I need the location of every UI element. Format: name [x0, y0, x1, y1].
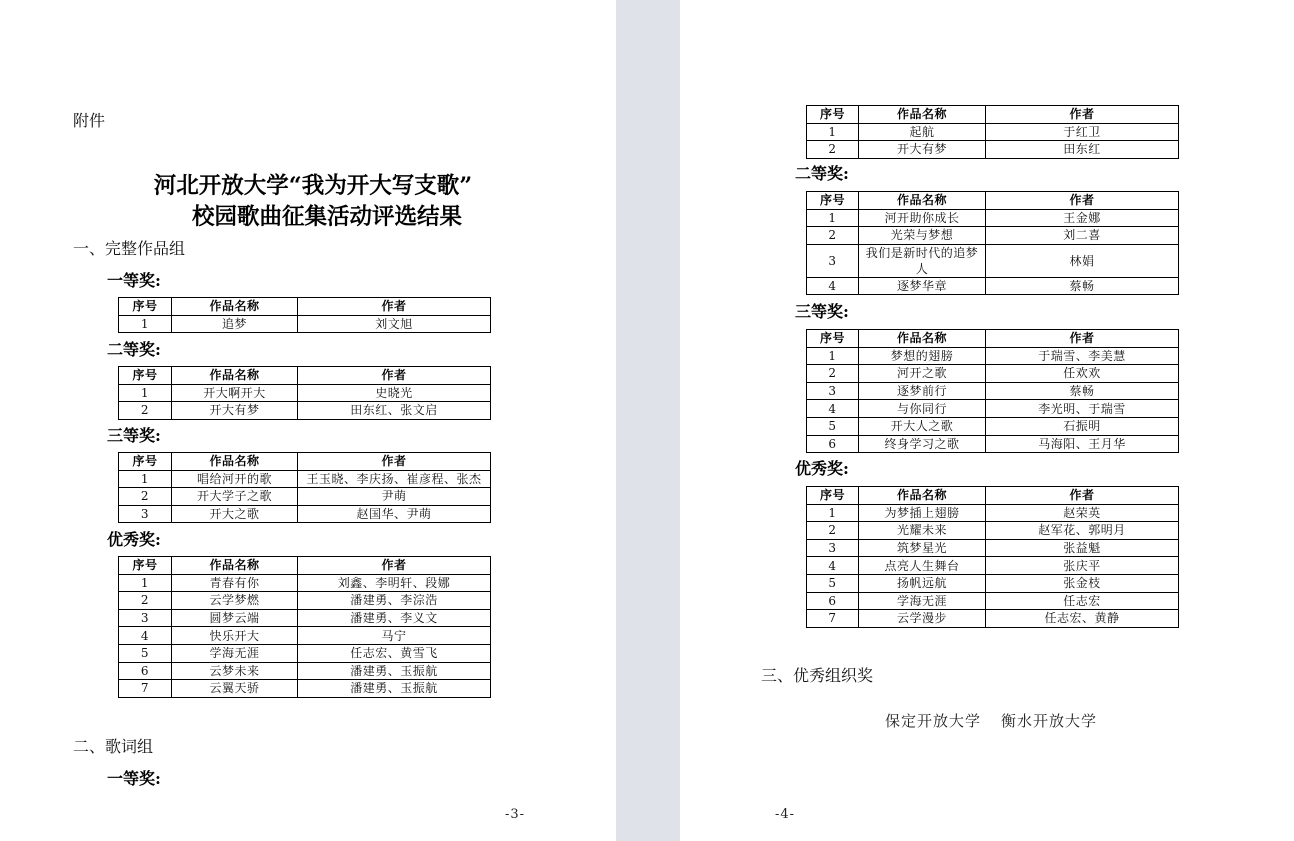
cell-title: 学海无涯	[859, 592, 986, 610]
cell-author: 潘建勇、玉振航	[298, 662, 491, 680]
cell-no: 2	[807, 365, 859, 383]
cell-no: 6	[807, 435, 859, 453]
table-header-row	[807, 330, 1179, 348]
col-header-no: 序号	[807, 487, 859, 505]
cell-title: 唱给河开的歌	[172, 470, 298, 488]
complete-works-third-prize-table	[118, 452, 491, 523]
table-row	[807, 557, 1179, 575]
table-row	[119, 644, 491, 662]
cell-author: 张益魁	[986, 539, 1179, 557]
col-header-author: 作者	[986, 106, 1179, 124]
table-row	[119, 488, 491, 506]
cell-no: 2	[119, 592, 172, 610]
table-body	[119, 470, 491, 523]
col-header-author: 作者	[298, 453, 491, 471]
cell-title: 光荣与梦想	[859, 227, 986, 245]
page-3	[0, 0, 616, 841]
table-row	[807, 522, 1179, 540]
cell-title: 为梦插上翅膀	[859, 504, 986, 522]
table-row	[807, 574, 1179, 592]
cell-title: 开大有梦	[172, 402, 298, 420]
cell-no: 1	[119, 315, 172, 333]
cell-no: 3	[119, 609, 172, 627]
col-header-author: 作者	[986, 330, 1179, 348]
cell-author: 潘建勇、玉振航	[298, 680, 491, 698]
col-header-title: 作品名称	[172, 367, 298, 385]
cell-author: 刘鑫、李明轩、段娜	[298, 574, 491, 592]
award-label-excellence-prize: 优秀奖:	[795, 459, 849, 478]
col-header-title: 作品名称	[859, 330, 986, 348]
table-row	[807, 365, 1179, 383]
award-label-first-prize: 一等奖:	[107, 271, 161, 290]
cell-title: 起航	[859, 123, 986, 141]
table-row	[119, 609, 491, 627]
section-heading-lyrics: 二、歌词组	[73, 737, 154, 756]
cell-author: 刘二喜	[986, 227, 1179, 245]
lyrics-third-prize-table	[806, 329, 1179, 453]
cell-title: 云梦未来	[172, 662, 298, 680]
table-row	[119, 315, 491, 333]
cell-author: 于红卫	[986, 123, 1179, 141]
cell-title: 河开助你成长	[859, 209, 986, 227]
cell-no: 7	[119, 680, 172, 698]
table-row	[807, 244, 1179, 277]
cell-no: 6	[119, 662, 172, 680]
col-header-title: 作品名称	[859, 106, 986, 124]
cell-title: 云学梦燃	[172, 592, 298, 610]
cell-author: 史晓光	[298, 384, 491, 402]
table-body	[119, 384, 491, 419]
col-header-no: 序号	[119, 453, 172, 471]
cell-no: 6	[807, 592, 859, 610]
table-row	[807, 435, 1179, 453]
award-label-lyrics-first-prize: 一等奖:	[107, 769, 161, 788]
cell-title: 河开之歌	[859, 365, 986, 383]
cell-no: 1	[119, 574, 172, 592]
col-header-author: 作者	[298, 367, 491, 385]
table-header-row	[119, 453, 491, 471]
cell-title: 与你同行	[859, 400, 986, 418]
table-row	[807, 417, 1179, 435]
cell-title: 开大啊开大	[172, 384, 298, 402]
cell-no: 4	[807, 277, 859, 295]
col-header-author: 作者	[986, 192, 1179, 210]
table-body	[119, 315, 491, 333]
col-header-title: 作品名称	[172, 298, 298, 316]
section-heading-organization-award: 三、优秀组织奖	[761, 666, 874, 685]
cell-no: 3	[119, 505, 172, 523]
table-body	[807, 123, 1179, 158]
cell-author: 田东红	[986, 141, 1179, 159]
table-row	[119, 505, 491, 523]
award-label-second-prize: 二等奖:	[795, 164, 849, 183]
col-header-author: 作者	[298, 298, 491, 316]
organization-winner: 衡水开放大学	[1001, 712, 1098, 730]
cell-author: 王金娜	[986, 209, 1179, 227]
cell-author: 马宁	[298, 627, 491, 645]
cell-author: 田东红、张文启	[298, 402, 491, 420]
cell-title: 快乐开大	[172, 627, 298, 645]
cell-title: 云学漫步	[859, 610, 986, 628]
cell-no: 3	[807, 382, 859, 400]
table-row	[807, 610, 1179, 628]
cell-author: 潘建勇、李淙浩	[298, 592, 491, 610]
table-row	[807, 209, 1179, 227]
complete-works-excellence-prize-table	[118, 556, 491, 698]
table-body	[119, 574, 491, 697]
table-header-row	[119, 298, 491, 316]
cell-title: 开大有梦	[859, 141, 986, 159]
cell-title: 点亮人生舞台	[859, 557, 986, 575]
cell-no: 2	[807, 227, 859, 245]
complete-works-second-prize-table	[118, 366, 491, 420]
award-label-excellence-prize: 优秀奖:	[107, 530, 161, 549]
cell-title: 逐梦华章	[859, 277, 986, 295]
col-header-no: 序号	[807, 192, 859, 210]
cell-no: 1	[119, 384, 172, 402]
cell-no: 3	[807, 244, 859, 277]
award-label-third-prize: 三等奖:	[795, 302, 849, 321]
cell-author: 林娟	[986, 244, 1179, 277]
cell-title: 逐梦前行	[859, 382, 986, 400]
table-body	[807, 209, 1179, 295]
col-header-title: 作品名称	[172, 453, 298, 471]
lyrics-first-prize-table	[806, 105, 1179, 159]
table-row	[807, 141, 1179, 159]
table-row	[807, 277, 1179, 295]
cell-author: 马海阳、王月华	[986, 435, 1179, 453]
table-row	[807, 123, 1179, 141]
cell-title: 追梦	[172, 315, 298, 333]
cell-author: 蔡畅	[986, 382, 1179, 400]
cell-author: 赵军花、郭明月	[986, 522, 1179, 540]
table-row	[119, 662, 491, 680]
organization-winner: 保定开放大学	[884, 712, 981, 730]
table-row	[119, 592, 491, 610]
table-row	[807, 400, 1179, 418]
cell-author: 张金枝	[986, 574, 1179, 592]
document-title-line-2: 校园歌曲征集活动评选结果	[191, 204, 462, 230]
organization-award-winners	[791, 712, 1191, 730]
col-header-title: 作品名称	[859, 192, 986, 210]
cell-author: 潘建勇、李义文	[298, 609, 491, 627]
col-header-title: 作品名称	[859, 487, 986, 505]
table-row	[119, 627, 491, 645]
cell-author: 赵国华、尹萌	[298, 505, 491, 523]
attachment-label: 附件	[73, 111, 106, 130]
cell-author: 李光明、于瑞雪	[986, 400, 1179, 418]
page-4	[680, 0, 1294, 841]
table-row	[807, 592, 1179, 610]
page-number: -3-	[504, 807, 526, 822]
document-title-line-1: 河北开放大学“我为开大写支歌”	[153, 173, 473, 199]
table-row	[807, 227, 1179, 245]
cell-title: 圆梦云端	[172, 609, 298, 627]
section-heading-complete-works: 一、完整作品组	[73, 239, 186, 258]
col-header-no: 序号	[807, 330, 859, 348]
cell-author: 尹萌	[298, 488, 491, 506]
cell-no: 3	[807, 539, 859, 557]
table-row	[807, 504, 1179, 522]
page-number: -4-	[774, 807, 796, 822]
col-header-no: 序号	[119, 298, 172, 316]
cell-title: 筑梦星光	[859, 539, 986, 557]
table-body	[807, 347, 1179, 453]
table-row	[119, 680, 491, 698]
table-header-row	[807, 487, 1179, 505]
cell-no: 2	[119, 402, 172, 420]
cell-title: 我们是新时代的追梦人	[859, 244, 986, 277]
col-header-author: 作者	[298, 557, 491, 575]
cell-title: 梦想的翅膀	[859, 347, 986, 365]
cell-no: 5	[807, 417, 859, 435]
cell-author: 张庆平	[986, 557, 1179, 575]
cell-no: 2	[807, 141, 859, 159]
lyrics-second-prize-table	[806, 191, 1179, 295]
cell-author: 于瑞雪、李美慧	[986, 347, 1179, 365]
award-label-second-prize: 二等奖:	[107, 340, 161, 359]
cell-author: 石振明	[986, 417, 1179, 435]
cell-author: 任欢欢	[986, 365, 1179, 383]
col-header-author: 作者	[986, 487, 1179, 505]
table-header-row	[119, 557, 491, 575]
table-row	[119, 402, 491, 420]
cell-title: 终身学习之歌	[859, 435, 986, 453]
cell-no: 1	[119, 470, 172, 488]
cell-author: 任志宏、黄雪飞	[298, 644, 491, 662]
table-row	[807, 382, 1179, 400]
cell-no: 4	[807, 557, 859, 575]
cell-author: 赵荣英	[986, 504, 1179, 522]
table-body	[807, 504, 1179, 627]
cell-title: 光耀未来	[859, 522, 986, 540]
cell-no: 1	[807, 209, 859, 227]
cell-title: 学海无涯	[172, 644, 298, 662]
table-header-row	[119, 367, 491, 385]
award-label-third-prize: 三等奖:	[107, 426, 161, 445]
table-header-row	[807, 106, 1179, 124]
cell-no: 4	[119, 627, 172, 645]
cell-title: 云翼天骄	[172, 680, 298, 698]
col-header-no: 序号	[119, 367, 172, 385]
col-header-no: 序号	[807, 106, 859, 124]
table-row	[119, 470, 491, 488]
table-row	[807, 347, 1179, 365]
cell-title: 青春有你	[172, 574, 298, 592]
cell-title: 开大人之歌	[859, 417, 986, 435]
col-header-no: 序号	[119, 557, 172, 575]
cell-author: 蔡畅	[986, 277, 1179, 295]
cell-no: 4	[807, 400, 859, 418]
cell-author: 任志宏	[986, 592, 1179, 610]
cell-no: 2	[807, 522, 859, 540]
cell-title: 开大学子之歌	[172, 488, 298, 506]
cell-no: 7	[807, 610, 859, 628]
cell-title: 开大之歌	[172, 505, 298, 523]
cell-no: 1	[807, 347, 859, 365]
cell-no: 1	[807, 504, 859, 522]
cell-no: 1	[807, 123, 859, 141]
table-row	[807, 539, 1179, 557]
cell-author: 王玉晓、李庆扬、崔彦程、张杰	[298, 470, 491, 488]
cell-author: 刘文旭	[298, 315, 491, 333]
cell-author: 任志宏、黄静	[986, 610, 1179, 628]
lyrics-excellence-prize-table	[806, 486, 1179, 628]
table-row	[119, 384, 491, 402]
cell-title: 扬帆远航	[859, 574, 986, 592]
complete-works-first-prize-table	[118, 297, 491, 333]
cell-no: 5	[807, 574, 859, 592]
cell-no: 5	[119, 644, 172, 662]
table-header-row	[807, 192, 1179, 210]
col-header-title: 作品名称	[172, 557, 298, 575]
cell-no: 2	[119, 488, 172, 506]
table-row	[119, 574, 491, 592]
